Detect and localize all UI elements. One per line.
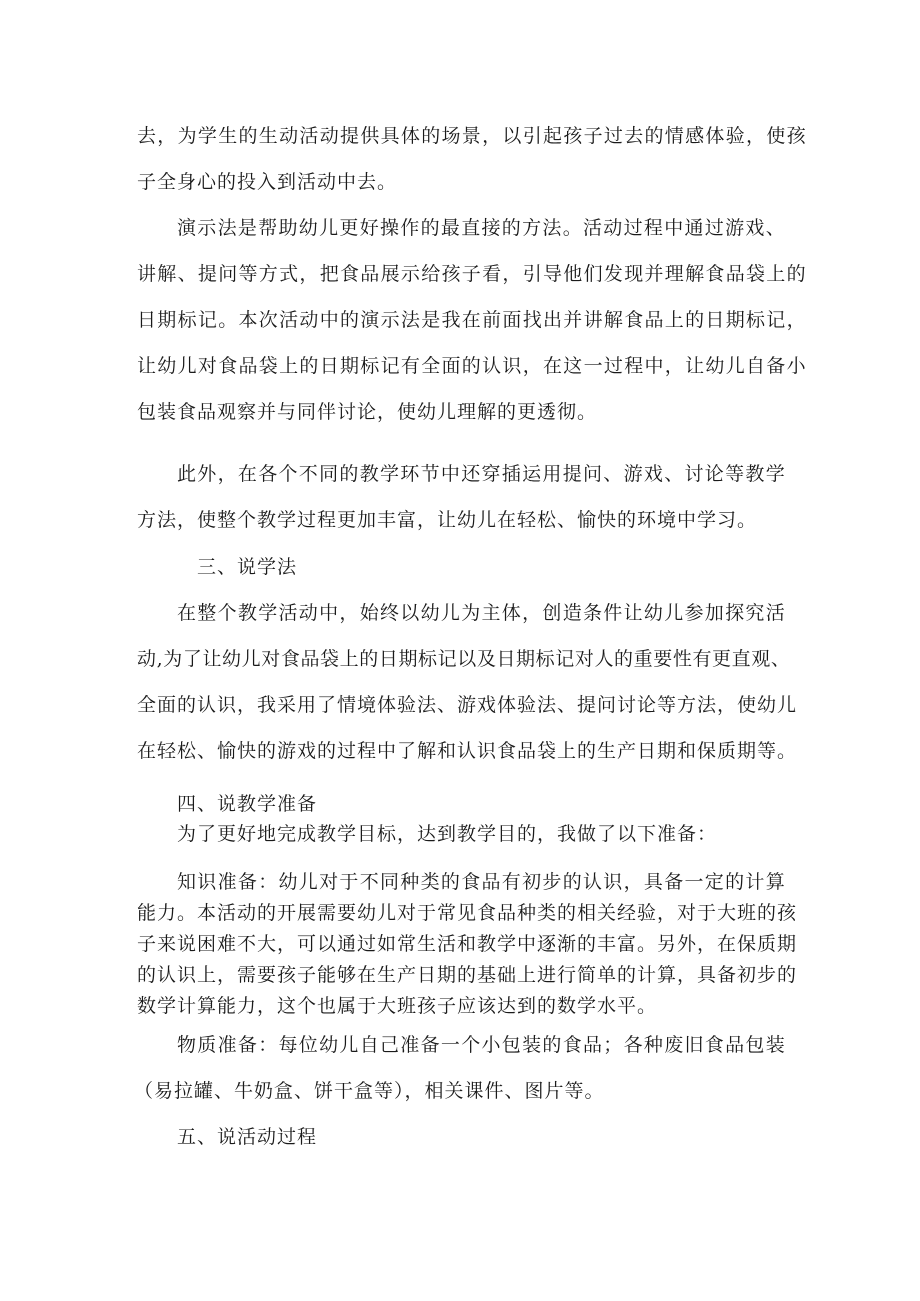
- paragraph-line: 在轻松、愉快的游戏的过程中了解和认识食品袋上的生产日期和保质期等。: [137, 740, 798, 762]
- paragraph-line: 为了更好地完成教学目标，达到教学目的，我做了以下准备：: [177, 823, 718, 845]
- paragraph-line: 日期标记。本次活动中的演示法是我在前面找出并讲解食品上的日期标记，: [137, 309, 807, 331]
- paragraph-line: 子全身心的投入到活动中去。: [137, 171, 398, 193]
- section-heading: 四、说教学准备: [177, 793, 318, 815]
- paragraph-line: 此外，在各个不同的教学环节中还穿插运用提问、游戏、讨论等教学: [177, 463, 787, 485]
- paragraph-line: 包装食品观察并与同伴讨论，使幼儿理解的更透彻。: [137, 401, 598, 423]
- paragraph-line: 演示法是帮助幼儿更好操作的最直接的方法。活动过程中通过游戏、: [177, 217, 787, 239]
- section-heading: 五、说活动过程: [177, 1126, 318, 1148]
- paragraph-line: 数学计算能力，这个也属于大班孩子应该达到的数学水平。: [137, 995, 658, 1017]
- section-heading: 三、说学法: [197, 556, 298, 578]
- paragraph-line: 方法，使整个教学过程更加丰富，让幼儿在轻松、愉快的环境中学习。: [137, 509, 758, 531]
- paragraph-line: （易拉罐、牛奶盒、饼干盒等），相关课件、图片等。: [134, 1080, 605, 1102]
- paragraph-line: 去，为学生的生动活动提供具体的场景，以引起孩子过去的情感体验，使孩: [137, 125, 807, 147]
- paragraph-line: 子来说困难不大，可以通过如常生活和教学中逐渐的丰富。另外，在保质期: [137, 933, 798, 955]
- paragraph-line: 讲解、提问等方式，把食品展示给孩子看，引导他们发现并理解食品袋上的: [137, 263, 807, 285]
- paragraph-line: 全面的认识，我采用了情境体验法、游戏体验法、提问讨论等方法，使幼儿: [137, 694, 798, 716]
- paragraph-line: 动,为了让幼儿对食品袋上的日期标记以及日期标记对人的重要性有更直观、: [137, 648, 791, 670]
- paragraph-line: 能力。本活动的开展需要幼儿对于常见食品种类的相关经验，对于大班的孩: [137, 902, 798, 924]
- paragraph-line: 的认识上，需要孩子能够在生产日期的基础上进行简单的计算，具备初步的: [137, 964, 798, 986]
- paragraph-line: 物质准备：每位幼儿自己准备一个小包装的食品；各种废旧食品包装: [177, 1034, 787, 1056]
- paragraph-line: 让幼儿对食品袋上的日期标记有全面的认识，在这一过程中，让幼儿自备小: [137, 355, 807, 377]
- paragraph-line: 在整个教学活动中，始终以幼儿为主体，创造条件让幼儿参加探究活: [177, 602, 787, 624]
- paragraph-line: 知识准备：幼儿对于不同种类的食品有初步的认识，具备一定的计算: [177, 871, 787, 893]
